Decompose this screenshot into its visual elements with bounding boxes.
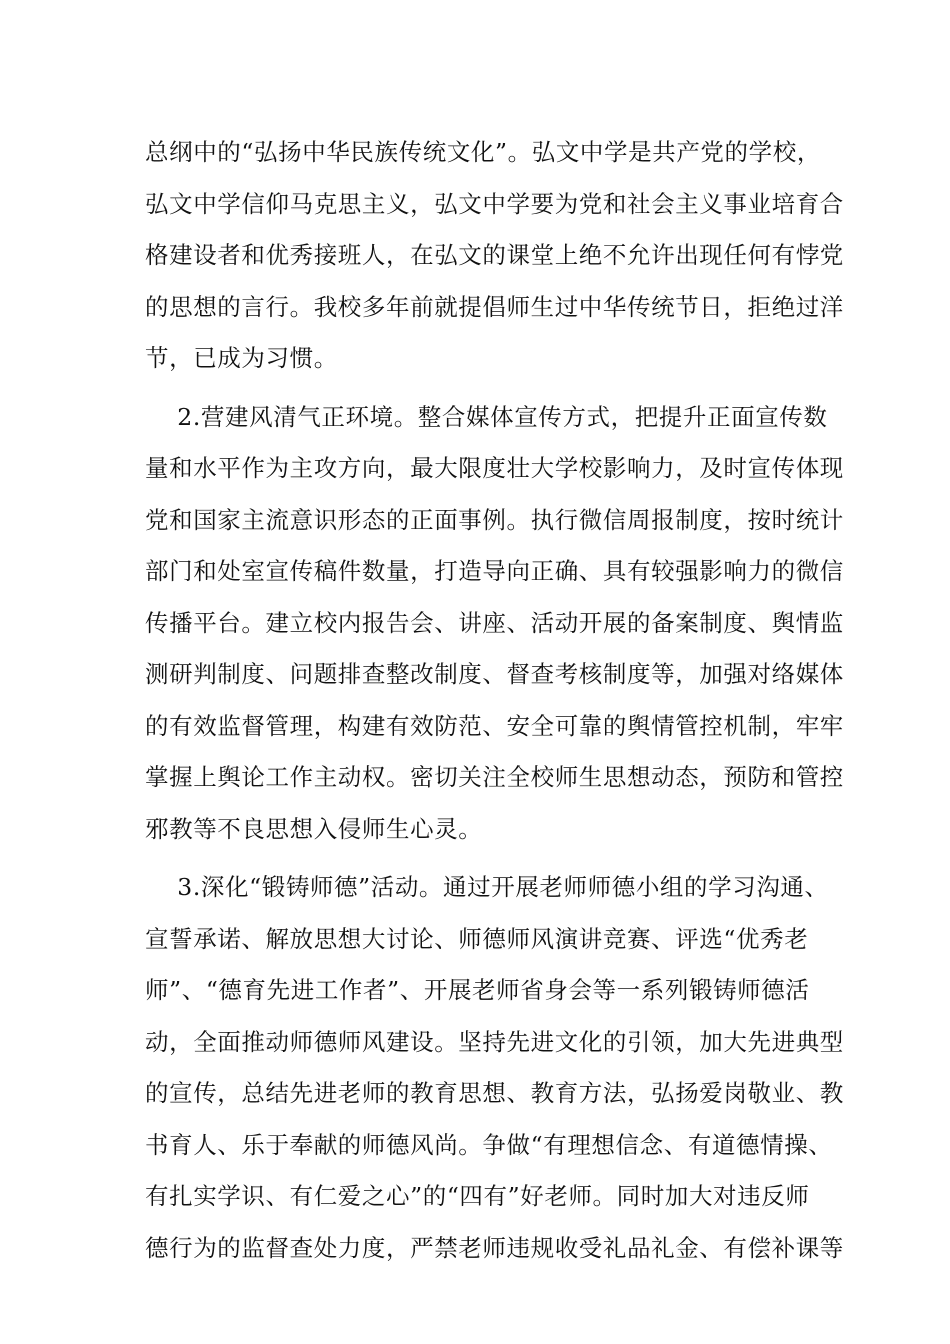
text-line: 弘文中学信仰马克思主义，弘文中学要为党和社会主义事业培育合 (145, 189, 844, 218)
text-line: 书育人、乐于奉献的师德风尚。争做“有理想信念、有道德情操、 (145, 1130, 833, 1159)
text-line: 宣誓承诺、解放思想大讨论、师德师风演讲竞赛、评选“优秀老 (145, 924, 809, 953)
text-line: 3.深化“锻铸师德”活动。通过开展老师师德小组的学习沟通、 (145, 873, 829, 901)
text-line: 的有效监督管理，构建有效防范、安全可靠的舆情管控机制，牢牢 (145, 711, 844, 740)
text-line: 党和国家主流意识形态的正面事例。执行微信周报制度，按时统计 (145, 505, 844, 534)
text-line: 节，已成为习惯。 (145, 344, 338, 372)
text-line: 测研判制度、问题排查整改制度、督查考核制度等，加强对络媒体 (145, 660, 844, 688)
text-line: 传播平台。建立校内报告会、讲座、活动开展的备案制度、舆情监 (145, 608, 844, 637)
text-line: 德行为的监督查处力度，严禁老师违规收受礼品礼金、有偿补课等 (145, 1233, 844, 1262)
text-line: 总纲中的“弘扬中华民族传统文化”。弘文中学是共产党的学校， (145, 138, 821, 166)
paragraph-3 (145, 867, 844, 1279)
paragraph-2 (145, 397, 844, 861)
text-line: 师”、“德育先进工作者”、开展老师省身会等一系列锻铸师德活 (145, 976, 810, 1004)
paragraph-spacer (145, 390, 810, 397)
text-line: 的思想的言行。我校多年前就提倡师生过中华传统节日，拒绝过洋 (145, 292, 844, 321)
text-line: 动，全面推动师德师风建设。坚持先进文化的引领，加大先进典型 (145, 1027, 844, 1056)
text-line: 掌握上舆论工作主动权。密切关注全校师生思想动态，预防和管控 (145, 763, 844, 791)
text-line: 部门和处室宣传稿件数量，打造导向正确、具有较强影响力的微信 (145, 557, 844, 585)
text-line: 格建设者和优秀接班人，在弘文的课堂上绝不允许出现任何有悖党 (145, 241, 844, 269)
text-line: 2.营建风清气正环境。整合媒体宣传方式，把提升正面宣传数 (145, 402, 828, 431)
text-line: 的宣传，总结先进老师的教育思想、教育方法，弘扬爱岗敬业、教 (145, 1079, 844, 1107)
paragraph-spacer (145, 860, 810, 867)
paragraph-1 (145, 132, 844, 390)
text-line: 量和水平作为主攻方向，最大限度壮大学校影响力，及时宣传体现 (145, 454, 844, 482)
text-line: 有扎实学识、有仁爱之心”的“四有”好老师。同时加大对违反师 (145, 1182, 810, 1210)
document-body (145, 132, 844, 1279)
text-line: 邪教等不良思想入侵师生心灵。 (145, 814, 483, 843)
